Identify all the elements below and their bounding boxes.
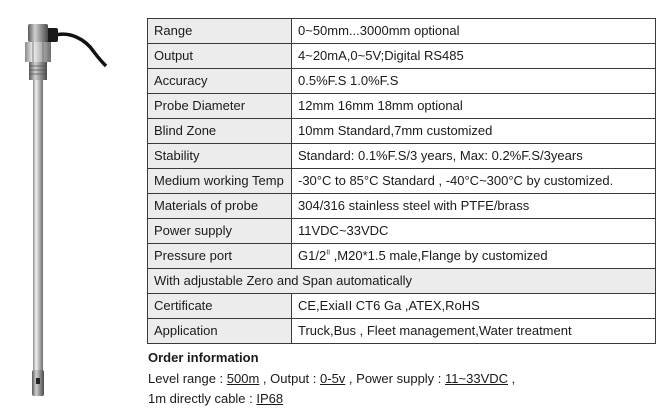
spec-value: 4~20mA,0~5V;Digital RS485: [292, 44, 656, 69]
output-label: , Output :: [259, 371, 321, 386]
level-range-value: 500m: [226, 371, 260, 386]
probe-hex-nut: [25, 42, 51, 62]
spec-row-blind-zone: [148, 119, 656, 144]
spec-value: CE,ExiaII CT6 Ga ,ATEX,RoHS: [292, 294, 656, 319]
spec-value: -30°C to 85°C Standard , -40°C~300°C by customized.: [292, 169, 656, 194]
spec-row-pressure-port: [148, 244, 656, 269]
spec-row-adjustable: [148, 269, 656, 294]
spec-row-medium-temp: [148, 169, 656, 194]
spec-value: 0~50mm...3000mm optional: [292, 19, 656, 44]
spec-row-range: [148, 19, 656, 44]
spec-label: Blind Zone: [148, 119, 292, 144]
spec-label: Power supply: [148, 219, 292, 244]
spec-value: [292, 244, 656, 269]
probe-sensor-image: [0, 0, 140, 417]
spec-label: Range: [148, 19, 292, 44]
spec-label: Probe Diameter: [148, 94, 292, 119]
spec-row-certificate: [148, 294, 656, 319]
specification-table: [147, 18, 656, 344]
spec-row-materials: [148, 194, 656, 219]
spec-row-power-supply: [148, 219, 656, 244]
spec-value-main: G1/2: [298, 248, 327, 263]
spec-label: Accuracy: [148, 69, 292, 94]
spec-value: Truck,Bus , Fleet management,Water treatment: [292, 319, 656, 344]
probe-head-cap: [28, 24, 48, 42]
spec-value: 304/316 stainless steel with PTFE/brass: [292, 194, 656, 219]
spec-label: Materials of probe: [148, 194, 292, 219]
spec-row-output: [148, 44, 656, 69]
cable: [52, 34, 106, 66]
spec-value: 10mm Standard,7mm customized: [292, 119, 656, 144]
probe-shaft: [33, 80, 43, 370]
cable-value: IP68: [256, 391, 284, 406]
spec-label: Pressure port: [148, 244, 292, 269]
spec-label: Certificate: [148, 294, 292, 319]
spec-value-rest: ,M20*1.5 male,Flange by customized: [330, 248, 548, 263]
spec-row-probe-diameter: [148, 94, 656, 119]
spec-value: Standard: 0.1%F.S/3 years, Max: 0.2%F.S/3years: [292, 144, 656, 169]
order-line-2: [148, 391, 283, 406]
power-supply-value: 11~33VDC: [445, 371, 509, 386]
order-line-1: [148, 371, 515, 386]
spec-value: 11VDC~33VDC: [292, 219, 656, 244]
spec-value-sup: II: [326, 249, 331, 257]
level-range-label: Level range :: [148, 371, 227, 386]
cable-label: 1m directly cable :: [148, 391, 257, 406]
spec-label: Application: [148, 319, 292, 344]
order-information-title: Order information: [148, 350, 259, 365]
probe-thread: [29, 62, 47, 80]
spec-label: Output: [148, 44, 292, 69]
spec-value: 12mm 16mm 18mm optional: [292, 94, 656, 119]
probe-tip-hole: [36, 378, 40, 384]
spec-label: Stability: [148, 144, 292, 169]
spec-row-accuracy: [148, 69, 656, 94]
spec-row-stability: [148, 144, 656, 169]
line-end: ,: [508, 371, 516, 386]
spec-row-application: [148, 319, 656, 344]
power-supply-label: , Power supply :: [345, 371, 446, 386]
spec-label: Medium working Temp: [148, 169, 292, 194]
spec-full-row: With adjustable Zero and Span automatically: [148, 269, 656, 294]
output-value: 0-5v: [320, 371, 346, 386]
spec-value: 0.5%F.S 1.0%F.S: [292, 69, 656, 94]
